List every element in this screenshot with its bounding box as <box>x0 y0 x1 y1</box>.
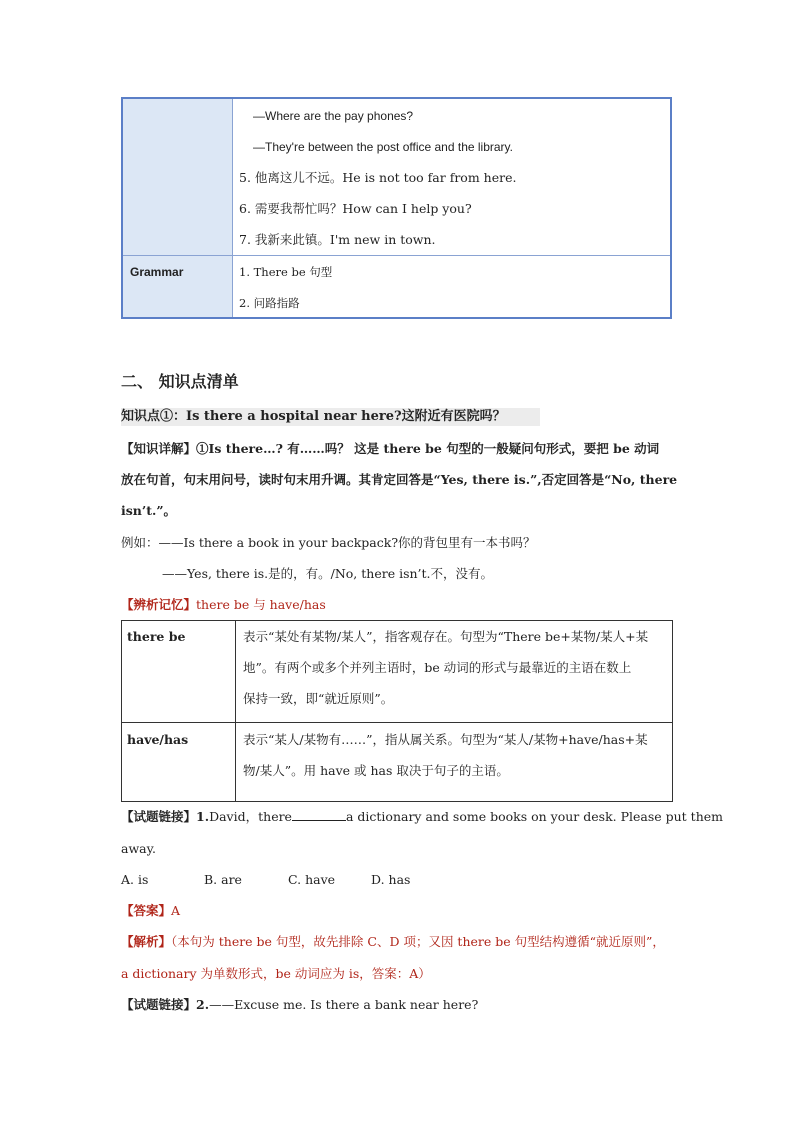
column-divider <box>235 620 236 802</box>
knowledge-point-title: 知识点①：Is there a hospital near here?这附近有医院吗？ <box>121 408 540 426</box>
dialog-line: —They're between the post office and the library. <box>253 140 513 154</box>
example-line: ——Yes, there is.是的，有。/No, there isn’t.不，没有。 <box>162 566 494 581</box>
definition-line: 物/某人”。用 have 或 has 取决于句子的主语。 <box>243 763 509 778</box>
answer <box>121 903 180 919</box>
analysis-label: 【解析】 <box>121 934 172 949</box>
dialog-line: —Where are the pay phones? <box>253 109 414 123</box>
question-2 <box>121 997 478 1013</box>
term-have-has: have/has <box>127 732 189 747</box>
definition-line: 表示“某人/某物有……”，指从属关系。句型为“某人/某物+have/has+某 <box>243 732 648 747</box>
memory-text: there be 与 have/has <box>196 597 326 612</box>
row-divider <box>123 255 670 256</box>
sentence-line: 5. 他离这儿不远。He is not too far from here. <box>239 170 517 185</box>
grammar-item: 1. There be 句型 <box>239 265 333 279</box>
question-number: 1. <box>196 809 210 824</box>
question-prefix: 【试题链接】 <box>121 809 197 824</box>
vocab-table <box>121 97 672 319</box>
option-a: A. is <box>121 872 149 887</box>
question-text: David，there <box>209 809 292 824</box>
analysis <box>121 934 665 950</box>
analysis-text: a dictionary 为单数形式，be 动词应为 is，答案：A） <box>121 966 431 981</box>
table-left-cell <box>123 99 233 255</box>
answer-label: 【答案】 <box>121 903 172 918</box>
sentence-line: 7. 我新来此镇。I'm new in town. <box>239 232 436 247</box>
grammar-label: Grammar <box>130 265 184 279</box>
option-b: B. are <box>204 872 242 887</box>
detail-line: isn’t.”。 <box>121 503 177 518</box>
grammar-item: 2. 问路指路 <box>239 296 300 310</box>
example-line: 例如：——Is there a book in your backpack?你的背包里有一本书吗？ <box>121 535 536 550</box>
option-d: D. has <box>371 872 411 887</box>
memory-heading <box>121 597 326 613</box>
row-divider <box>121 722 673 723</box>
analysis-text: （本句为 there be 句型，故先排除 C、D 项；又因 there be 句型结构遵循“就近原则”， <box>171 934 665 949</box>
question-number: 2. <box>196 997 210 1012</box>
question-1 <box>121 809 723 825</box>
sentence-line: 6. 需要我帮忙吗？How can I help you? <box>239 201 472 216</box>
answer-blank[interactable] <box>292 809 346 821</box>
section-title: 二、 知识点清单 <box>121 372 239 391</box>
question-text: ——Excuse me. Is there a bank near here? <box>209 997 479 1012</box>
definition-line: 地”。有两个或多个并列主语时，be 动词的形式与最靠近的主语在数上 <box>243 660 632 675</box>
definition-line: 表示“某处有某物/某人”，指客观存在。句型为“There be+某物/某人+某 <box>243 629 649 644</box>
detail-line: 放在句首，句末用问号，读时句末用升调。其肯定回答是“Yes, there is.”,否定回答是“No, there <box>121 472 678 487</box>
definition-line: 保持一致，即“就近原则”。 <box>243 691 394 706</box>
question-text-cont: away. <box>121 841 156 856</box>
term-there-be: there be <box>127 629 186 644</box>
answer-value: A <box>171 903 181 918</box>
detail-line: 【知识详解】①Is there…? 有……吗？ 这是 there be 句型的一般疑问句形式，要把 be 动词 <box>121 441 660 456</box>
question-prefix: 【试题链接】 <box>121 997 197 1012</box>
question-text: a dictionary and some books on your desk. Please put them <box>345 809 724 824</box>
memory-label: 【辨析记忆】 <box>121 597 197 612</box>
option-c: C. have <box>288 872 336 887</box>
